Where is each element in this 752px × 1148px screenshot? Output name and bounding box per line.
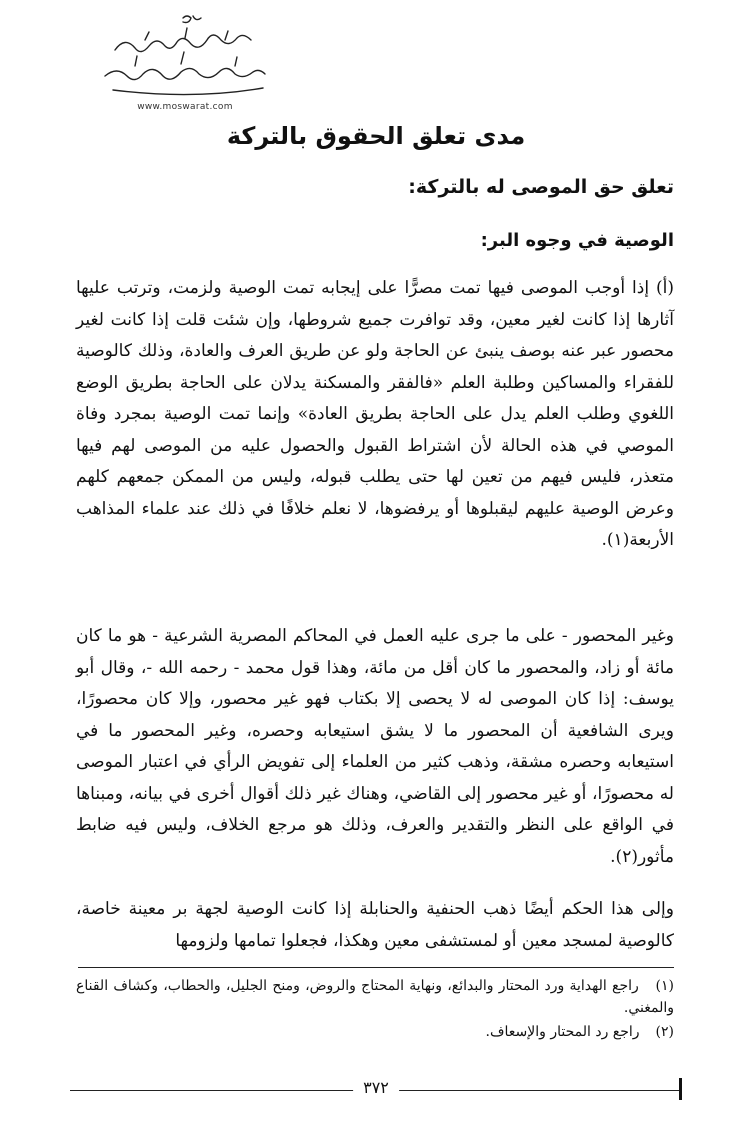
handwritten-signature-image (85, 10, 285, 100)
page-title: مدى تعلق الحقوق بالتركة (226, 122, 526, 150)
page-number: ٣٧٢ (353, 1078, 399, 1097)
website-url: www.moswarat.com (137, 102, 233, 112)
paragraph: وإلى هذا الحكم أيضًا ذهب الحنفية والحنابلة إذا كانت الوصية لجهة بر معينة خاصة، كالوصية لمسجد معين أو لمستشفى معين وهكذا، فجعلوا تمامها ولزومها (76, 899, 674, 951)
page-footer (70, 1078, 682, 1102)
subsection-heading: الوصية في وجوه البر: (480, 230, 674, 251)
section-heading: تعلق حق الموصى له بالتركة: (408, 176, 674, 198)
footnote-number: (١) (655, 978, 674, 994)
footnote-divider (78, 967, 674, 968)
footnote (76, 1021, 674, 1043)
signature-stamp (80, 10, 290, 115)
paragraph: (أ) إذا أوجب الموصى فيها تمت مصرًّا على إيجابه تمت الوصية ولزمت، وترتب عليها آثارها إذا كانت لغير معين، وقد توافرت جميع شروطها، وإن شئت قلت إذا كانت لغير محصور عبر عنه بوصف ينبئ عن الحاجة ولو عن طريق العرف والعادة، وذلك كالوصية للفقراء والمساكين وطلبة العلم «فالفقر والمسكنة يدلان على الحاجة بطريق الوضع اللغوي وطلب العلم يدل على الحاجة بطريق العادة» وإنما تمت الوصية بمجرد وفاة الموصي في هذه الحالة لأن اشتراط القبول والحصول عليه من الموصى لهم فيها متعذر، فليس فيهم من تعين لها حتى يطلب قبوله، وليس من الممكن جمعهم كلهم وعرض الوصية عليهم ليقبلوها أو يرفضوها، لا نعلم خلافًا في ذلك عند علماء المذاهب الأربعة(١). (76, 278, 674, 550)
paragraph: وغير المحصور - على ما جرى عليه العمل في المحاكم المصرية الشرعية - هو ما كان مائة أو زاد، والمحصور ما كان أقل من مائة، وهذا قول محمد - رحمه الله -، وقال أبو يوسف: إذا كان الموصى له لا يحصى إلا بكتاب فهو غير محصور، وإلا كان محصورًا، ويرى الشافعية أن المحصور ما لا يشق استيعابه وحصره، وغير المحصور ما في استيعابه وحصره مشقة، وذهب كثير من العلماء إلى تفويض الرأي في اعتبار الموصى له محصورًا، أو غير محصور إلى القاضي، وهناك غير ذلك أقوال أخرى في بيانه، ومبناها في الواقع على النظر والتقدير والعرف، وذلك هو مرجع الخلاف، وليس فيه ضابط مأثور(٢). (76, 626, 674, 867)
footnotes (76, 975, 674, 1045)
footnote (76, 975, 674, 1019)
footnote-number: (٢) (655, 1024, 674, 1040)
footer-bar (679, 1078, 682, 1100)
footnote-text: راجع رد المحتار والإسعاف. (485, 1024, 640, 1040)
footnote-text: راجع الهداية ورد المحتار والبدائع، ونهاية المحتاج والروض، ومنح الجليل، والحطاب، وكشاف القناع والمغني. (76, 978, 674, 1016)
